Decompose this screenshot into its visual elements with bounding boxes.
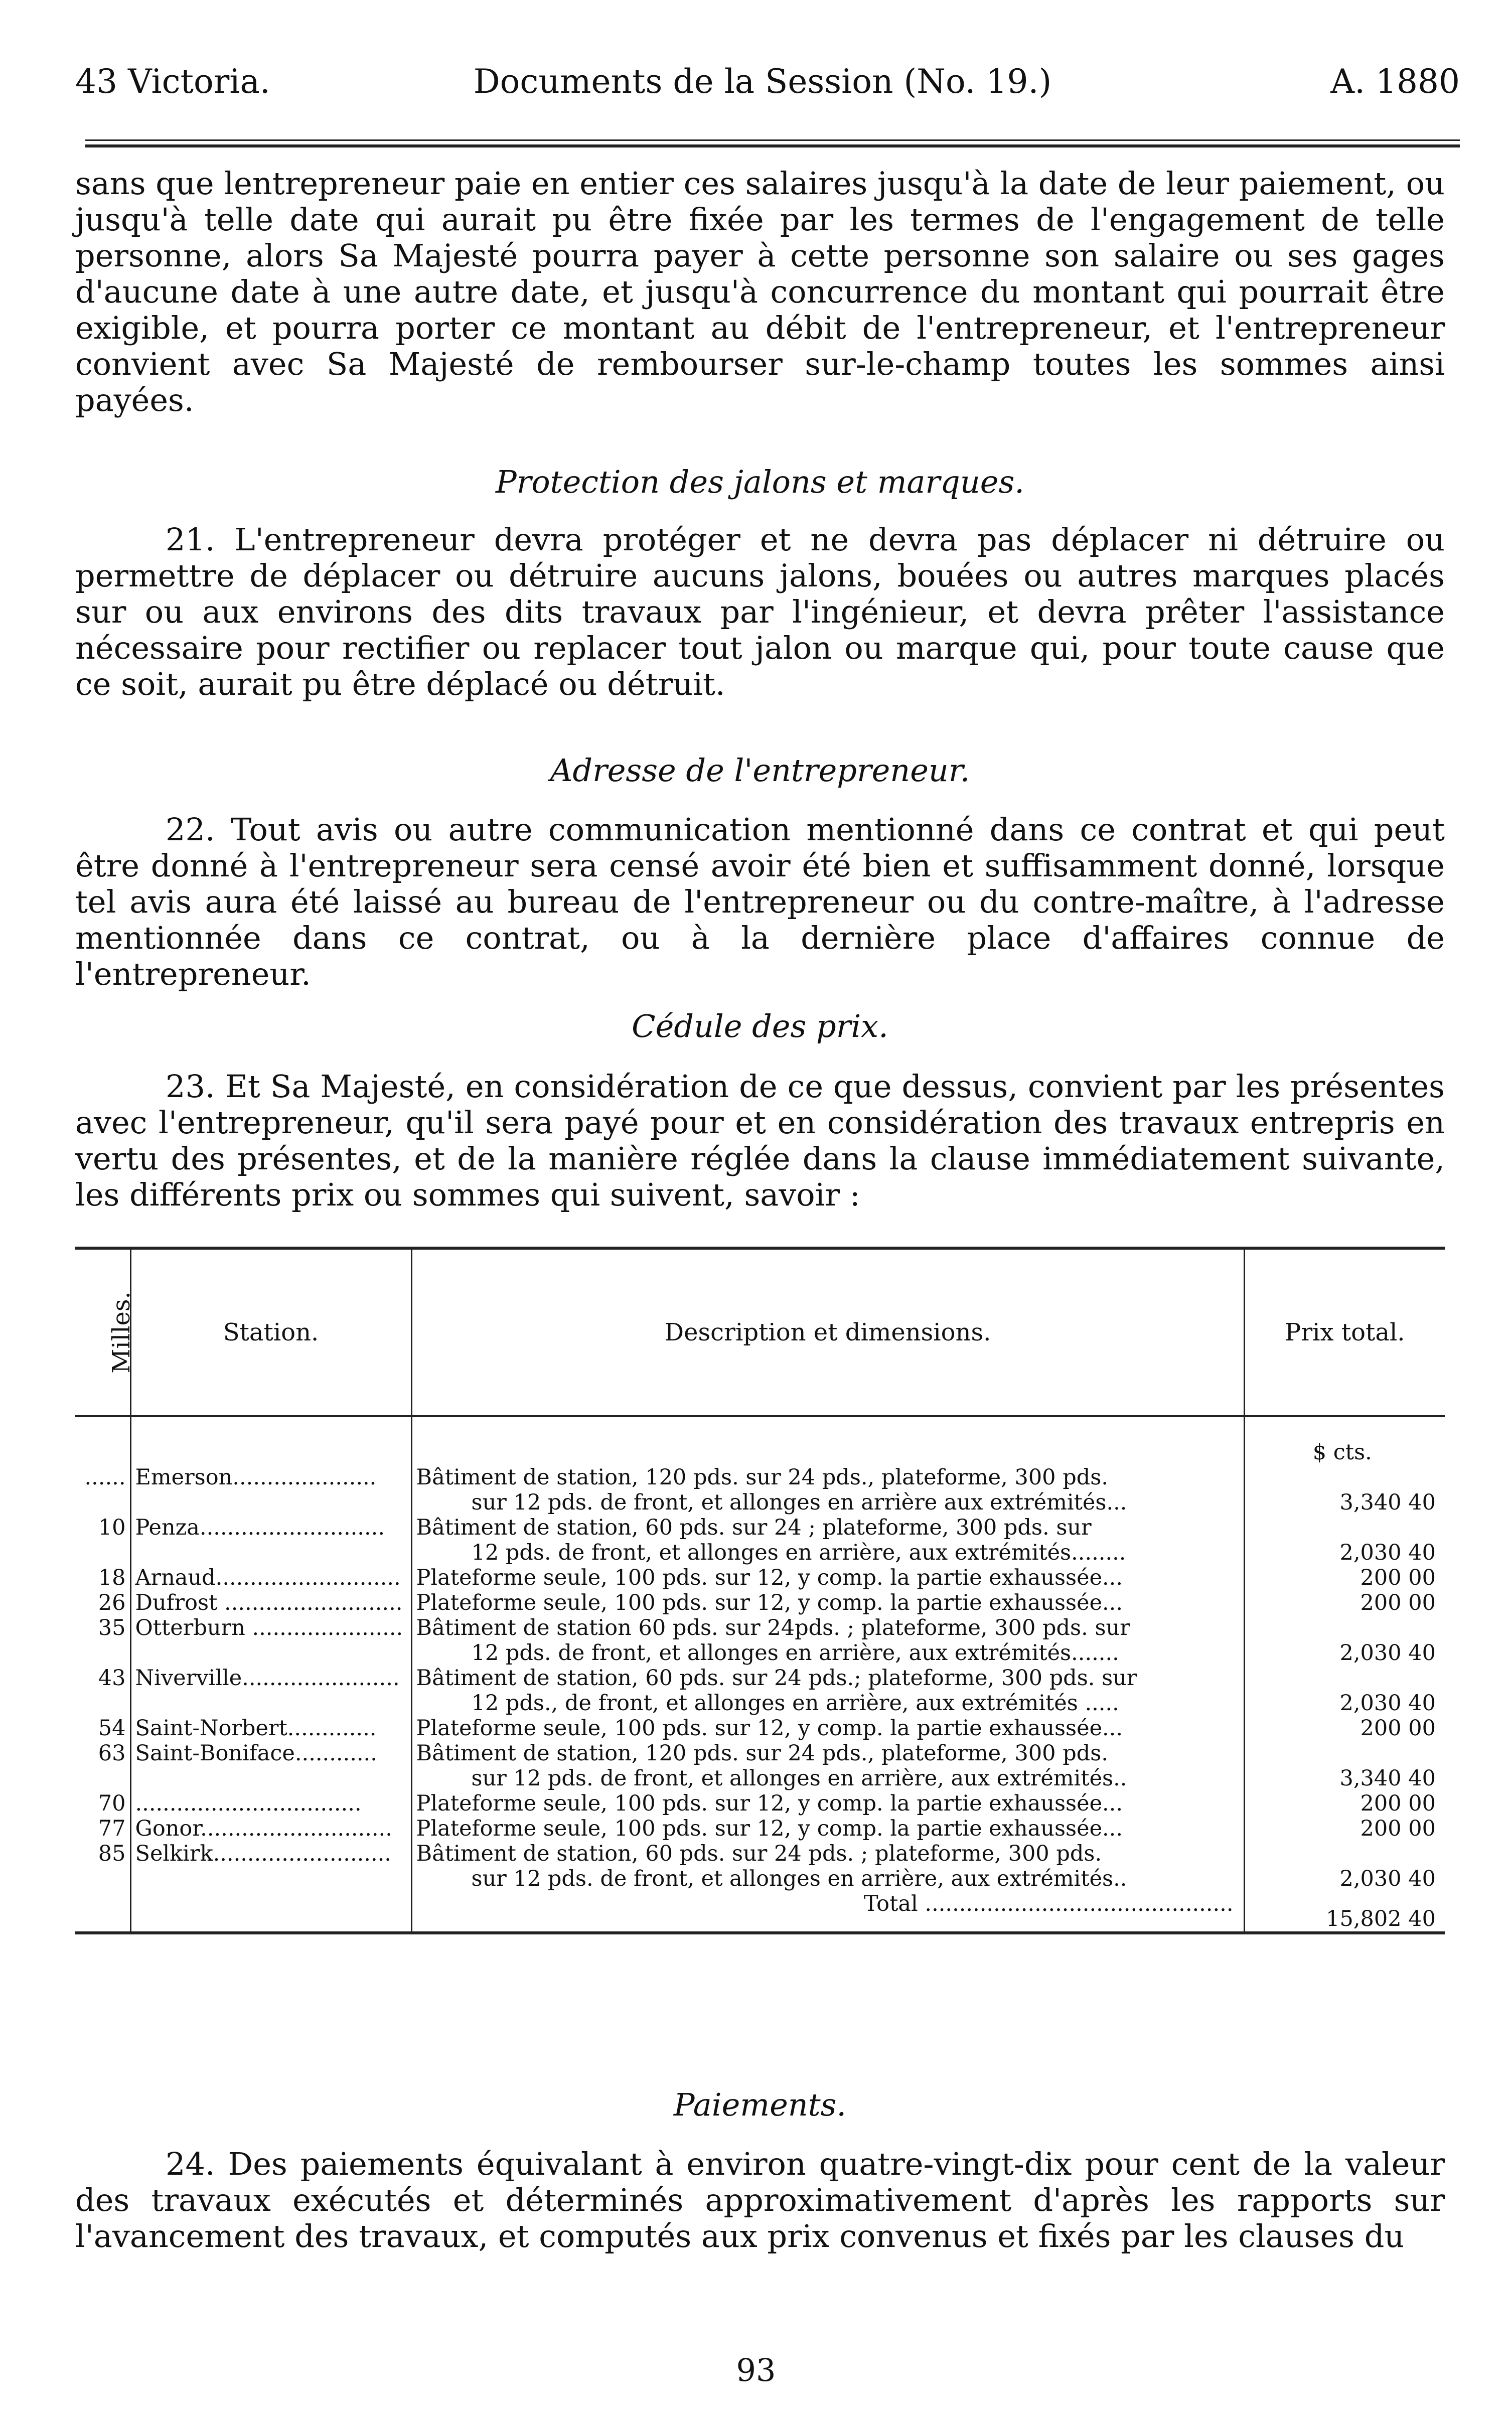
row-description xyxy=(411,1465,1244,1515)
row-description xyxy=(411,1791,1244,1816)
description-line-1: Plateforme seule, 100 pds. sur 12, y comp. la partie exhaussée... xyxy=(416,1565,1123,1590)
header-rule-thin xyxy=(85,139,1460,141)
row-station: ................................. xyxy=(130,1791,411,1816)
description-line-1: Plateforme seule, 100 pds. sur 12, y comp. la partie exhaussée... xyxy=(416,1590,1123,1615)
page-number: 93 xyxy=(736,2352,776,2388)
row-milles: 70 xyxy=(98,1791,126,1816)
price-schedule-table xyxy=(75,1247,1445,2047)
header-year: A. 1880 xyxy=(1330,62,1460,101)
table-row xyxy=(75,1791,1445,1816)
row-station: Dufrost .......................... xyxy=(130,1590,411,1615)
row-station: Selkirk.......................... xyxy=(130,1841,411,1891)
table-row xyxy=(75,1615,1445,1666)
row-description xyxy=(411,1666,1244,1716)
table-row xyxy=(75,1465,1445,1515)
paragraph-21: 21. L'entrepreneur devra protéger et ne devra pas déplacer ni détruire ou permettre de déplacer ou détruire aucuns jalons, bouées ou autres marques placés sur ou aux environs des dits travaux par l'ingénieur, et devra prêter l'assistance nécessaire pour rectifier ou replacer tout jalon ou marque qui, pour toute cause que ce soit, aurait pu être déplacé ou détruit. xyxy=(75,521,1445,702)
row-milles: 26 xyxy=(98,1590,126,1615)
row-station: Gonor............................ xyxy=(130,1816,411,1841)
description-line-1: Bâtiment de station, 120 pds. sur 24 pds., plateforme, 300 pds. xyxy=(416,1741,1108,1766)
row-milles: 54 xyxy=(98,1716,126,1741)
row-prix: 200 00 xyxy=(1244,1816,1445,1841)
header-rule-thick xyxy=(85,144,1460,147)
row-prix: 2,030 40 xyxy=(1244,1615,1445,1666)
row-station: Saint-Norbert............. xyxy=(130,1716,411,1741)
total-row xyxy=(75,1891,1445,1933)
row-prix: 2,030 40 xyxy=(1244,1515,1445,1565)
row-description xyxy=(411,1565,1244,1590)
row-description xyxy=(411,1816,1244,1841)
row-milles: 85 xyxy=(98,1841,126,1866)
row-station: Emerson..................... xyxy=(130,1465,411,1515)
row-milles: ...... xyxy=(84,1465,126,1490)
description-line-1: Bâtiment de station 60 pds. sur 24pds. ; plateforme, 300 pds. sur xyxy=(416,1615,1130,1640)
row-station: Otterburn ...................... xyxy=(130,1615,411,1666)
table-row xyxy=(75,1515,1445,1565)
description-line-2: sur 12 pds. de front, et allonges en arrière, aux extrémités.. xyxy=(471,1766,1127,1791)
description-line-2: 12 pds., de front, et allonges en arrière, aux extrémités ..... xyxy=(471,1691,1119,1716)
row-milles: 63 xyxy=(98,1741,126,1766)
description-line-1: Plateforme seule, 100 pds. sur 12, y comp. la partie exhaussée... xyxy=(416,1791,1123,1816)
heading-paiements: Paiements. xyxy=(673,2086,847,2123)
table-row xyxy=(75,1590,1445,1615)
paragraph-23: 23. Et Sa Majesté, en considération de ce que dessus, convient par les présentes avec l'entrepreneur, qu'il sera payé pour et en considération des travaux entrepris en vertu des présentes, et de la manière réglée dans la clause immédiatement suivante, les différents prix ou sommes qui suivent, savoir : xyxy=(75,1068,1445,1213)
table-row xyxy=(75,1565,1445,1590)
row-prix: 3,340 40 xyxy=(1244,1465,1445,1515)
row-prix: 2,030 40 xyxy=(1244,1666,1445,1716)
total-value: 15,802 40 xyxy=(1244,1891,1445,1933)
row-prix: 200 00 xyxy=(1244,1791,1445,1816)
row-station: Niverville....................... xyxy=(130,1666,411,1716)
table-header-row xyxy=(75,1248,1445,1416)
row-description xyxy=(411,1841,1244,1891)
row-milles: 10 xyxy=(98,1515,126,1540)
paragraph-22: 22. Tout avis ou autre communication mentionné dans ce contrat et qui peut être donné à l'entrepreneur sera censé avoir été bien et suffisamment donné, lorsque tel avis aura été laissé au bureau de l'entrepreneur ou du contre-maître, à l'adresse mentionnée dans ce contrat, ou à la dernière place d'affaires connue de l'entrepreneur. xyxy=(75,811,1445,992)
row-prix: 200 00 xyxy=(1244,1716,1445,1741)
row-station: Saint-Boniface............ xyxy=(130,1741,411,1791)
table-row xyxy=(75,1841,1445,1891)
row-milles: 35 xyxy=(98,1615,126,1640)
description-line-2: 12 pds. de front, et allonges en arrière, aux extrémités........ xyxy=(471,1540,1126,1565)
page-header xyxy=(75,59,1460,104)
row-prix: 200 00 xyxy=(1244,1590,1445,1615)
header-volume: 43 Victoria. xyxy=(75,62,270,101)
row-description xyxy=(411,1590,1244,1615)
heading-protection: Protection des jalons et marques. xyxy=(496,464,1024,500)
units-row xyxy=(75,1416,1445,1465)
table-row xyxy=(75,1741,1445,1791)
description-line-1: Plateforme seule, 100 pds. sur 12, y comp. la partie exhaussée... xyxy=(416,1716,1123,1741)
table-row xyxy=(75,1716,1445,1741)
row-prix: 200 00 xyxy=(1244,1565,1445,1590)
description-line-1: Bâtiment de station, 60 pds. sur 24 ; plateforme, 300 pds. sur xyxy=(416,1515,1092,1540)
row-description xyxy=(411,1716,1244,1741)
description-line-2: 12 pds. de front, et allonges en arrière, aux extrémités....... xyxy=(471,1640,1119,1666)
col-header-prix: Prix total. xyxy=(1244,1248,1445,1416)
row-milles: 43 xyxy=(98,1666,126,1691)
description-line-1: Bâtiment de station, 120 pds. sur 24 pds., plateforme, 300 pds. xyxy=(416,1465,1108,1490)
description-line-2: sur 12 pds. de front, et allonges en arrière, aux extrémités.. xyxy=(471,1866,1127,1891)
table-row xyxy=(75,1666,1445,1716)
col-header-station: Station. xyxy=(130,1248,411,1416)
row-description xyxy=(411,1741,1244,1791)
description-line-2: sur 12 pds. de front, et allonges en arrière aux extrémités... xyxy=(471,1490,1127,1515)
units-label: $ cts. xyxy=(1244,1416,1445,1465)
row-prix: 3,340 40 xyxy=(1244,1741,1445,1791)
table-row xyxy=(75,1816,1445,1841)
row-description xyxy=(411,1615,1244,1666)
paragraph-24: 24. Des paiements équivalant à environ quatre-vingt-dix pour cent de la valeur des travaux exécutés et déterminés approximativement d'après les rapports sur l'avancement des travaux, et computés aux prix convenus et fixés par les clauses du xyxy=(75,2146,1445,2254)
col-header-milles: Milles. xyxy=(75,1248,130,1416)
row-milles: 77 xyxy=(98,1816,126,1841)
description-line-1: Plateforme seule, 100 pds. sur 12, y comp. la partie exhaussée... xyxy=(416,1816,1123,1841)
row-description xyxy=(411,1515,1244,1565)
total-label: Total ............................................. xyxy=(411,1891,1244,1933)
heading-adresse: Adresse de l'entrepreneur. xyxy=(550,752,970,789)
description-line-1: Bâtiment de station, 60 pds. sur 24 pds.; plateforme, 300 pds. sur xyxy=(416,1666,1137,1691)
row-station: Penza........................... xyxy=(130,1515,411,1565)
row-prix: 2,030 40 xyxy=(1244,1841,1445,1891)
paragraph-intro: sans que lentrepreneur paie en entier ces salaires jusqu'à la date de leur paiement, ou jusqu'à telle date qui aurait pu être fixée par les termes de l'engagement de telle personne, alors Sa Majesté pourra payer à cette personne son salaire ou ses gages d'aucune date à une autre date, et jusqu'à concurrence du montant qui pourrait être exigible, et pourra porter ce montant au débit de l'entrepreneur, et l'entrepreneur convient avec Sa Majesté de rembourser sur-le-champ toutes les sommes ainsi payées. xyxy=(75,165,1445,418)
col-header-description: Description et dimensions. xyxy=(411,1248,1244,1416)
header-title: Documents de la Session (No. 19.) xyxy=(473,62,1052,101)
row-station: Arnaud........................... xyxy=(130,1565,411,1590)
row-milles: 18 xyxy=(98,1565,126,1590)
description-line-1: Bâtiment de station, 60 pds. sur 24 pds. ; plateforme, 300 pds. xyxy=(416,1841,1102,1866)
heading-cedule: Cédule des prix. xyxy=(632,1008,888,1044)
